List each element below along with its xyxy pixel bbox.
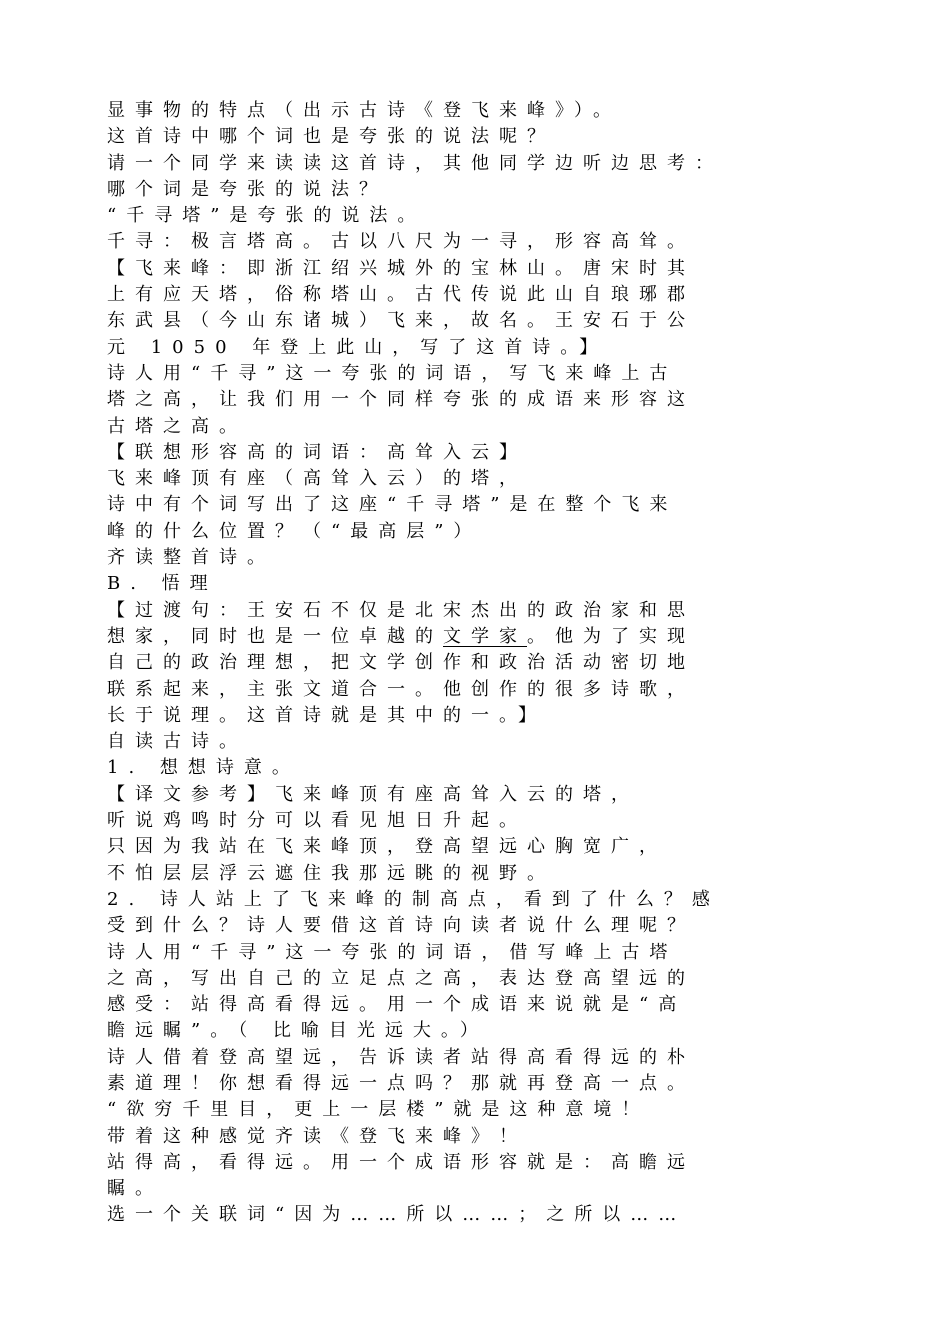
underlined-term: 文学家	[443, 625, 527, 647]
text-line: 上有应天塔，俗称塔山。古代传说此山自琅琊郡	[107, 284, 695, 306]
text-line: 感受：站得高看得远。用一个成语来说就是“高	[107, 994, 687, 1016]
text-line: 长于说理。这首诗就是其中的一。】	[107, 704, 546, 726]
text-line: 峰的什么位置？（“最高层”）	[107, 520, 482, 542]
text-line: 自读古诗。	[107, 731, 247, 753]
text-line: 飞来峰顶有座（高耸入云）的塔，	[107, 468, 527, 490]
text-line: 塔之高，让我们用一个同样夸张的成语来形容这	[107, 389, 695, 411]
text-line: 1. 想想诗意。	[107, 757, 300, 779]
text-line: 显事物的特点（出示古诗《登飞来峰》）。	[107, 100, 621, 121]
text-line: 请一个同学来读读这首诗，其他同学边听边思考：	[107, 152, 723, 174]
text-line: 元 1050 年登上此山，写了这首诗。】	[107, 336, 608, 358]
text-line: 【联想形容高的词语：高耸入云】	[107, 441, 527, 463]
text-line: 【译文参考】飞来峰顶有座高耸入云的塔，	[107, 783, 639, 805]
text-line: 诗人借着登高望远，告诉读者站得高看得远的朴	[107, 1046, 695, 1068]
text-line: 这首诗中哪个词也是夸张的说法呢？	[107, 126, 555, 148]
text-line: 【过渡句：王安石不仅是北宋杰出的政治家和思	[107, 599, 695, 621]
text-line: 古塔之高。	[107, 415, 247, 437]
text-line: 选一个关联词“因为……所以……；之所以……	[107, 1204, 687, 1226]
text-line-underlined	[107, 624, 843, 650]
text-segment: 想家，同时也是一位卓越的	[107, 625, 443, 647]
text-line: 【飞来峰：即浙江绍兴城外的宝林山。唐宋时其	[107, 257, 695, 279]
text-line: 不怕层层浮云遮住我那远眺的视野。	[107, 862, 555, 884]
document-page	[107, 98, 843, 1229]
text-line: 2. 诗人站上了飞来峰的制高点，看到了什么？感	[107, 888, 720, 910]
section-heading: B. 悟理	[107, 573, 218, 595]
text-line: 受到什么？诗人要借这首诗向读者说什么理呢？	[107, 915, 695, 937]
text-line: “欲穷千里目，更上一层楼”就是这种意境！	[107, 1099, 650, 1121]
text-line: 只因为我站在飞来峰顶，登高望远心胸宽广，	[107, 836, 667, 858]
text-line: 联系起来，主张文道合一。他创作的很多诗歌，	[107, 678, 695, 700]
text-segment: 。他为了实现	[527, 625, 695, 647]
text-line: 素道理！你想看得远一点吗？那就再登高一点。	[107, 1072, 695, 1094]
text-line: 瞩。	[107, 1178, 163, 1200]
text-line: 千寻：极言塔高。古以八尺为一寻，形容高耸。	[107, 231, 695, 253]
text-line: 带着这种感觉齐读《登飞来峰》！	[107, 1125, 527, 1147]
text-line: “千寻塔”是夸张的说法。	[107, 205, 426, 227]
text-line: 齐读整首诗。	[107, 547, 275, 569]
text-line: 诗人用“千寻”这一夸张的词语，借写峰上古塔	[107, 941, 678, 963]
text-line: 诗中有个词写出了这座“千寻塔”是在整个飞来	[107, 494, 678, 516]
text-line: 听说鸡鸣时分可以看见旭日升起。	[107, 810, 527, 832]
text-line: 站得高，看得远。用一个成语形容就是：高瞻远	[107, 1151, 695, 1173]
text-line: 自己的政治理想，把文学创作和政治活动密切地	[107, 652, 695, 674]
text-line: 之高，写出自己的立足点之高，表达登高望远的	[107, 967, 695, 989]
text-line: 东武县（今山东诸城）飞来，故名。王安石于公	[107, 310, 695, 332]
text-line: 哪个词是夸张的说法？	[107, 178, 387, 200]
text-line: 瞻远瞩”。（ 比喻目光远大。）	[107, 1020, 488, 1042]
text-line: 诗人用“千寻”这一夸张的词语，写飞来峰上古	[107, 362, 678, 384]
